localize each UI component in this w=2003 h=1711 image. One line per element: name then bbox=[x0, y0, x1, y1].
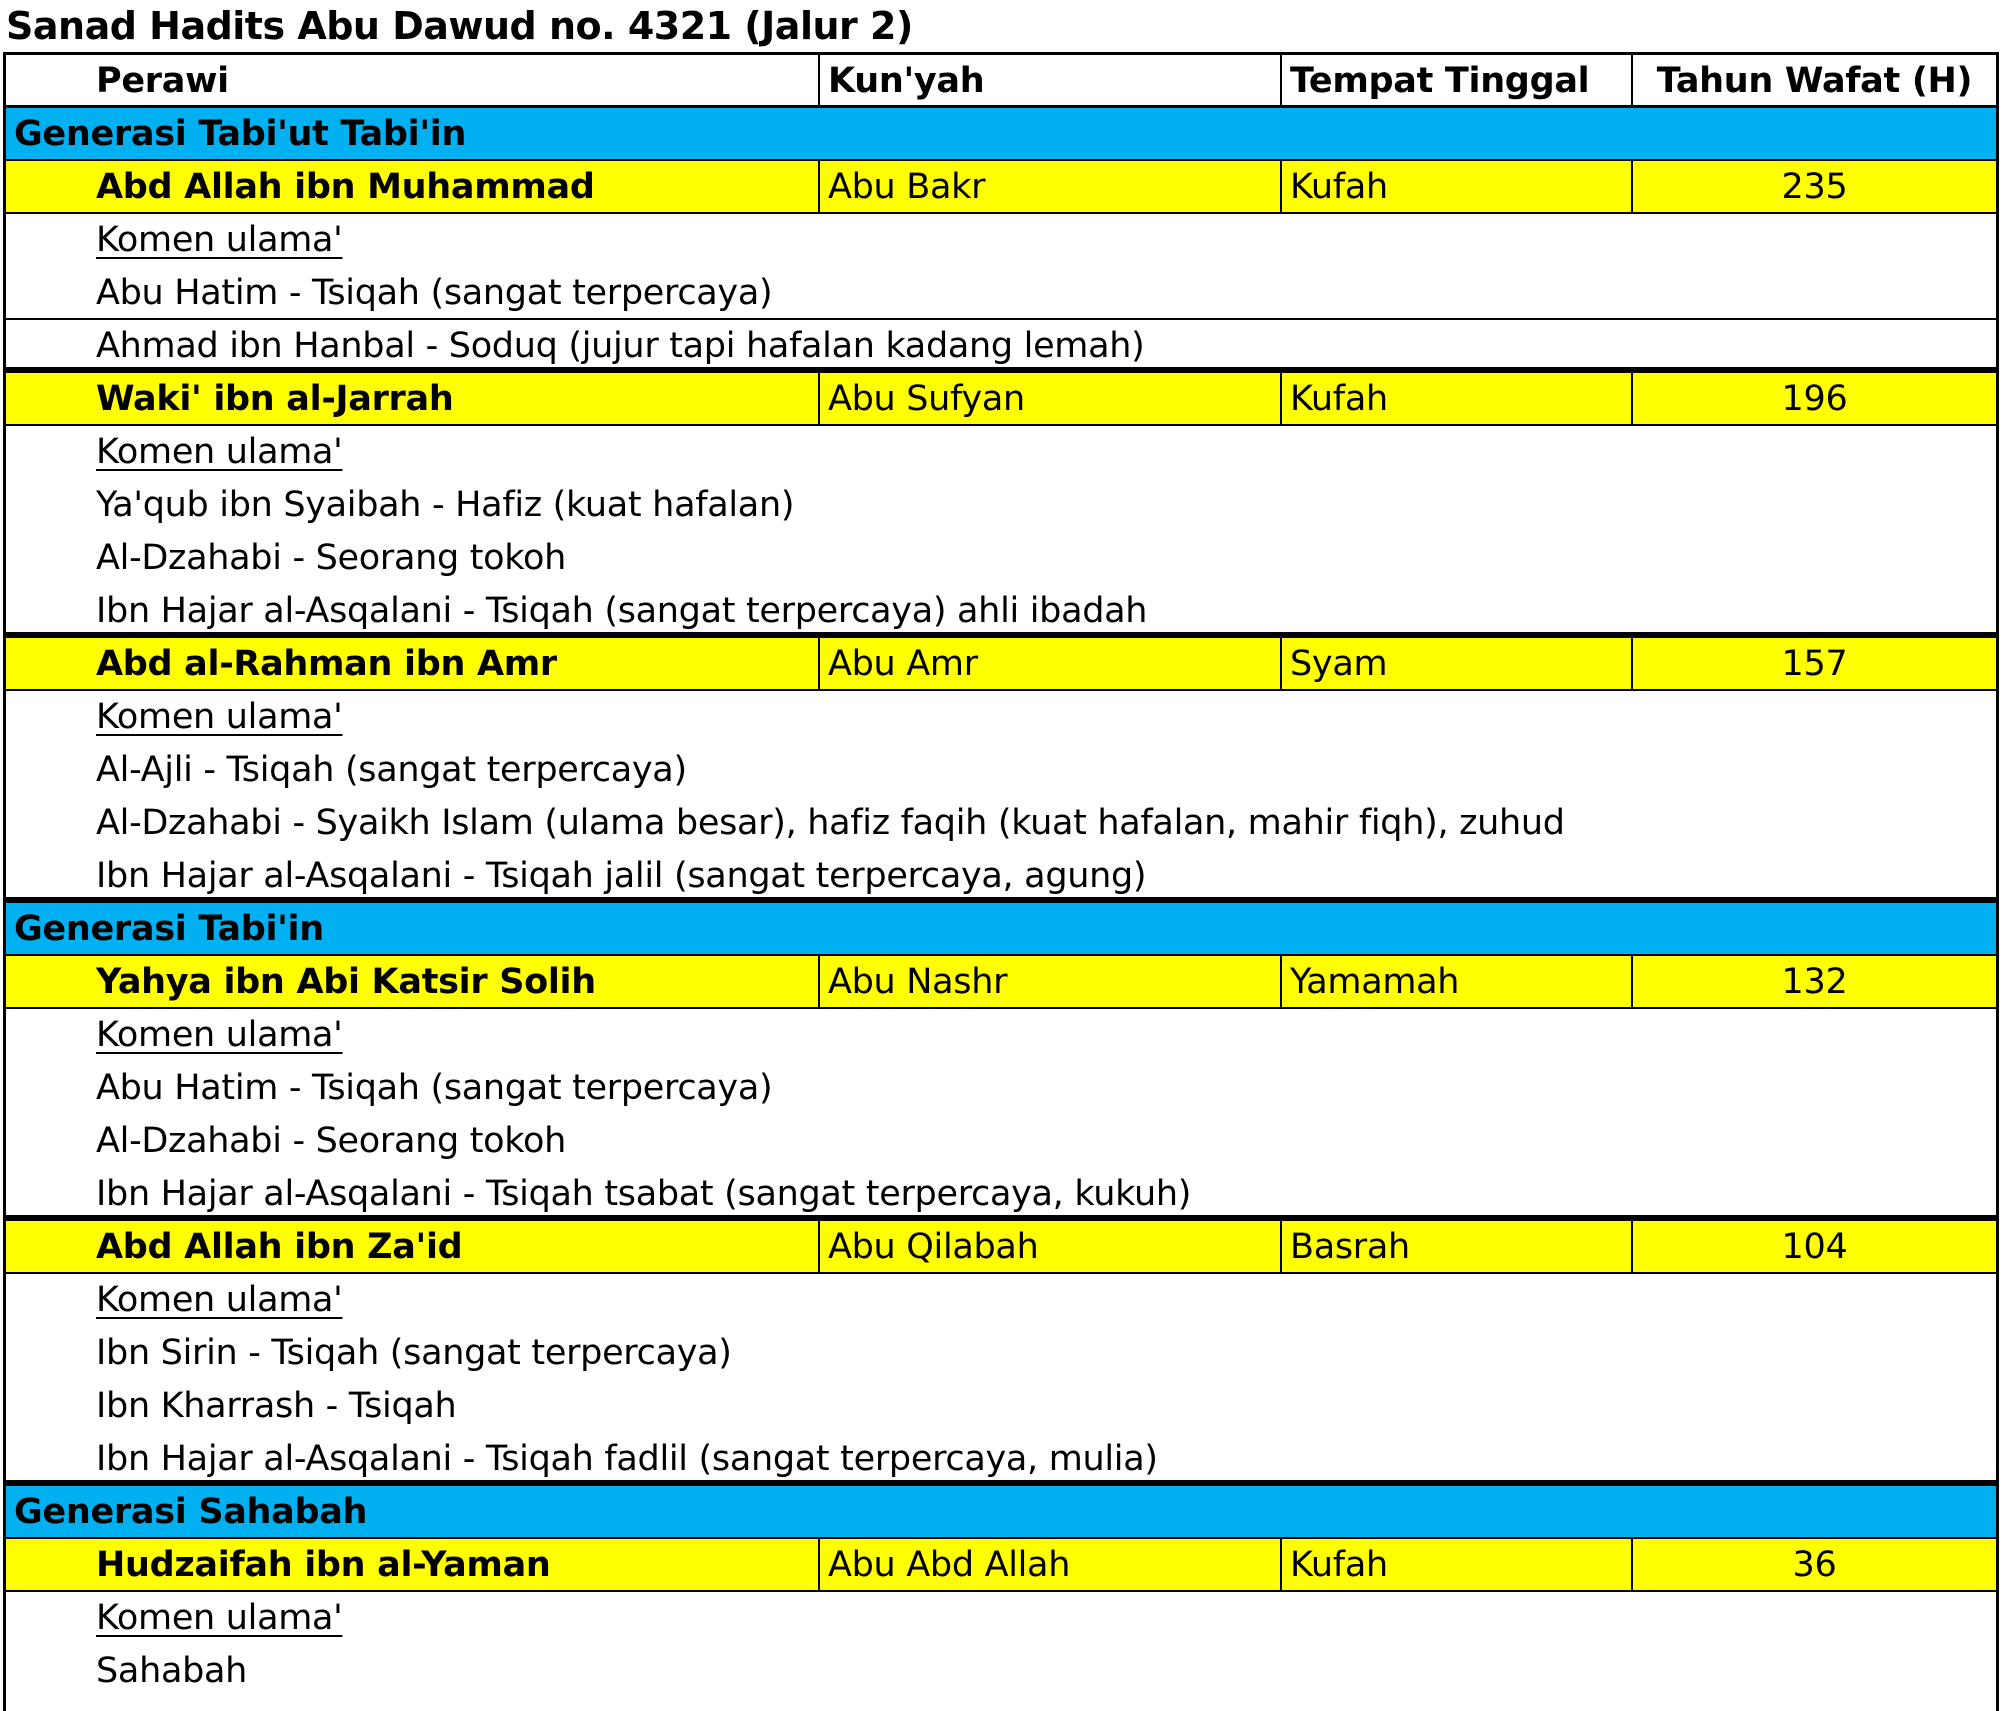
comment-heading-row bbox=[6, 214, 1996, 267]
comment-heading-row bbox=[6, 426, 1996, 479]
header-tempat-tinggal: Tempat Tinggal bbox=[1280, 55, 1631, 105]
comment-heading: Komen ulama' bbox=[96, 220, 343, 260]
comment-text: Al-Dzahabi - Seorang tokoh bbox=[96, 1121, 566, 1161]
narrator-place: Kufah bbox=[1280, 373, 1631, 424]
narrator-kunyah: Abu Nashr bbox=[818, 956, 1280, 1007]
comment-text: Ibn Kharrash - Tsiqah bbox=[96, 1386, 457, 1426]
narrator-name: Waki' ibn al-Jarrah bbox=[96, 379, 454, 419]
comment-row bbox=[6, 797, 1996, 850]
narrator-death-year: 196 bbox=[1631, 373, 1996, 424]
narrator-place: Basrah bbox=[1280, 1221, 1631, 1272]
comment-row bbox=[6, 1115, 1996, 1168]
comment-text: Ibn Sirin - Tsiqah (sangat terpercaya) bbox=[96, 1333, 732, 1373]
narrator-death-year: 36 bbox=[1631, 1539, 1996, 1590]
narrator-place: Yamamah bbox=[1280, 956, 1631, 1007]
generation-label: Generasi Tabi'in bbox=[14, 909, 324, 949]
narrator-row bbox=[6, 1221, 1996, 1274]
comment-heading-row bbox=[6, 1274, 1996, 1327]
page-title: Sanad Hadits Abu Dawud no. 4321 (Jalur 2) bbox=[6, 4, 913, 48]
comment-row bbox=[6, 1433, 1996, 1486]
comment-row bbox=[6, 1645, 1996, 1698]
narrator-death-year: 132 bbox=[1631, 956, 1996, 1007]
generation-label: Generasi Tabi'ut Tabi'in bbox=[14, 114, 467, 154]
header-perawi: Perawi bbox=[96, 61, 229, 101]
table-header-row bbox=[6, 55, 1996, 108]
narrator-name: Abd Allah ibn Za'id bbox=[96, 1227, 463, 1267]
comment-heading-row bbox=[6, 1592, 1996, 1645]
comment-text: Ahmad ibn Hanbal - Soduq (jujur tapi hafalan kadang lemah) bbox=[96, 326, 1145, 366]
comment-heading: Komen ulama' bbox=[96, 697, 343, 737]
comment-heading-row bbox=[6, 1009, 1996, 1062]
narrator-kunyah: Abu Qilabah bbox=[818, 1221, 1280, 1272]
comment-text: Ya'qub ibn Syaibah - Hafiz (kuat hafalan) bbox=[96, 485, 795, 525]
narrator-place: Kufah bbox=[1280, 161, 1631, 212]
narrator-kunyah: Abu Amr bbox=[818, 638, 1280, 689]
comment-text: Al-Dzahabi - Syaikh Islam (ulama besar), hafiz faqih (kuat hafalan, mahir fiqh), zuhud bbox=[96, 803, 1565, 843]
narrator-row bbox=[6, 956, 1996, 1009]
comment-row bbox=[6, 850, 1996, 903]
narrator-place: Kufah bbox=[1280, 1539, 1631, 1590]
comment-text: Ibn Hajar al-Asqalani - Tsiqah jalil (sangat terpercaya, agung) bbox=[96, 856, 1147, 896]
narrator-name: Hudzaifah ibn al-Yaman bbox=[96, 1545, 551, 1585]
comment-heading-row bbox=[6, 691, 1996, 744]
narrator-row bbox=[6, 373, 1996, 426]
generation-label: Generasi Sahabah bbox=[14, 1492, 368, 1532]
comment-text: Abu Hatim - Tsiqah (sangat terpercaya) bbox=[96, 273, 773, 313]
comment-row bbox=[6, 744, 1996, 797]
generation-row bbox=[6, 903, 1996, 956]
comment-text: Al-Ajli - Tsiqah (sangat terpercaya) bbox=[96, 750, 687, 790]
comment-text: Ibn Hajar al-Asqalani - Tsiqah (sangat terpercaya) ahli ibadah bbox=[96, 591, 1148, 631]
narrator-death-year: 235 bbox=[1631, 161, 1996, 212]
comment-heading: Komen ulama' bbox=[96, 432, 343, 472]
comment-text: Al-Dzahabi - Seorang tokoh bbox=[96, 538, 566, 578]
header-tahun-wafat: Tahun Wafat (H) bbox=[1631, 55, 1996, 105]
comment-row bbox=[6, 1327, 1996, 1380]
comment-row bbox=[6, 1380, 1996, 1433]
narrator-death-year: 157 bbox=[1631, 638, 1996, 689]
narrator-name: Abd al-Rahman ibn Amr bbox=[96, 644, 557, 684]
comment-row bbox=[6, 479, 1996, 532]
comment-row bbox=[6, 532, 1996, 585]
comment-row bbox=[6, 1168, 1996, 1221]
narrator-kunyah: Abu Bakr bbox=[818, 161, 1280, 212]
narrator-kunyah: Abu Sufyan bbox=[818, 373, 1280, 424]
sanad-table bbox=[3, 52, 1999, 1711]
comment-row bbox=[6, 585, 1996, 638]
narrator-place: Syam bbox=[1280, 638, 1631, 689]
comment-heading: Komen ulama' bbox=[96, 1015, 343, 1055]
generation-row bbox=[6, 1486, 1996, 1539]
generation-row bbox=[6, 108, 1996, 161]
header-kunyah: Kun'yah bbox=[818, 55, 1280, 105]
comment-heading: Komen ulama' bbox=[96, 1598, 343, 1638]
comment-text: Abu Hatim - Tsiqah (sangat terpercaya) bbox=[96, 1068, 773, 1108]
comment-heading: Komen ulama' bbox=[96, 1280, 343, 1320]
narrator-name: Abd Allah ibn Muhammad bbox=[96, 167, 595, 207]
narrator-row bbox=[6, 1539, 1996, 1592]
comment-text: Sahabah bbox=[96, 1651, 248, 1691]
narrator-death-year: 104 bbox=[1631, 1221, 1996, 1272]
narrator-row bbox=[6, 161, 1996, 214]
narrator-kunyah: Abu Abd Allah bbox=[818, 1539, 1280, 1590]
comment-row bbox=[6, 320, 1996, 373]
narrator-row bbox=[6, 638, 1996, 691]
narrator-name: Yahya ibn Abi Katsir Solih bbox=[96, 962, 596, 1002]
comment-row bbox=[6, 1062, 1996, 1115]
comment-text: Ibn Hajar al-Asqalani - Tsiqah tsabat (sangat terpercaya, kukuh) bbox=[96, 1174, 1192, 1214]
comment-row bbox=[6, 267, 1996, 320]
comment-text: Ibn Hajar al-Asqalani - Tsiqah fadlil (sangat terpercaya, mulia) bbox=[96, 1439, 1158, 1479]
